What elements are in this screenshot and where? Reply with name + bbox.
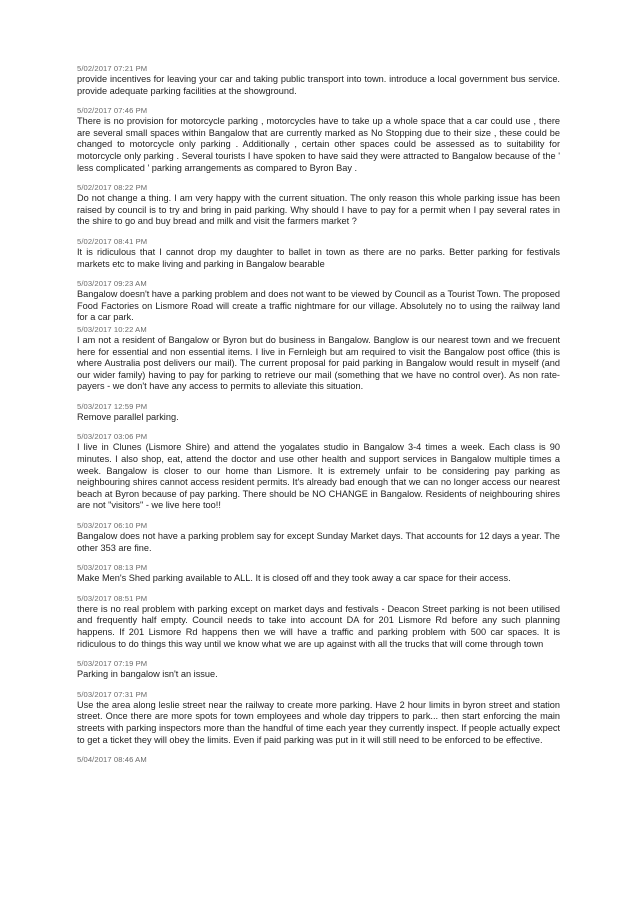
feedback-entry: [77, 64, 560, 97]
entry-timestamp: 5/03/2017 06:10 PM: [77, 521, 148, 531]
entry-text: provide incentives for leaving your car and taking public transport into town. introduce a local government bus service. provide adequate parking facilities at the showground.: [77, 74, 560, 96]
entry-timestamp: 5/03/2017 07:31 PM: [77, 689, 148, 699]
feedback-entry: [77, 521, 560, 554]
entry-timestamp: 5/04/2017 08:46 AM: [77, 755, 147, 765]
feedback-entry: [77, 690, 560, 746]
feedback-entry: [77, 402, 560, 424]
entry-text: It is ridiculous that I cannot drop my daughter to ballet in town as there are no parks. Better parking for festivals markets etc to make living and parking in Bangalow bearable: [77, 246, 560, 269]
feedback-entry: [77, 594, 560, 650]
entry-text: Parking in bangalow isn't an issue.: [77, 669, 218, 680]
entry-text: Do not change a thing. I am very happy with the current situation. The only reason this whole parking issue has been raised by council is to try and bring in paid parking. Why should I have to pay for a permit when I pay several rates in the shire to go and buy bread and milk and visit the farmers market ?: [77, 193, 560, 227]
feedback-entry: [77, 432, 560, 512]
entry-timestamp: 5/03/2017 09:23 AM: [77, 279, 147, 289]
feedback-entry: [77, 279, 560, 324]
entry-timestamp: 5/03/2017 07:19 PM: [77, 659, 148, 669]
entry-text: Use the area along leslie street near the railway to create more parking. Have 2 hour limits in byron street and station street. Once there are more spots for town employees and whole day trippers to park... then start enforcing the main streets with parking inspectors more than the handful of time each year they currently inspect. If people actually expect to get a ticket they will obey the limits. Even if paid parking was put in it will still need to be enforced to be effective.: [77, 699, 560, 745]
entry-timestamp: 5/02/2017 07:21 PM: [77, 64, 148, 73]
feedback-entry: [77, 563, 560, 585]
entry-text: Bangalow does not have a parking problem say for except Sunday Market days. That accounts for 12 days a year. The other 353 are fine.: [77, 531, 560, 553]
entry-text: There is no provision for motorcycle parking , motorcycles have to take up a whole space that a car could use , there are several small spaces within Bangalow that are currently marked as No Stopping due to their size , these could be changed to motorcycle only parking . Additionally , certain other spaces could be assessed as to suitability for motorcycle only parking . Several tourists I have spoken to have said they were attracted to Bangalow because of the ' less complicated ' parking arrangements as compared to Byron Bay .: [77, 116, 560, 173]
entry-text: Bangalow doesn't have a parking problem and does not want to be viewed by Council as a Tourist Town. The proposed Food Factories on Lismore Road will create a traffic nightmare for our village. Absolutely no to using the railway land for a car park.: [77, 289, 560, 323]
entry-timestamp: 5/02/2017 07:46 PM: [77, 106, 148, 116]
entry-text: there is no real problem with parking except on market days and festivals - Deacon Street parking is not been utilised and frequently half empty. Council needs to take into account DA for 201 Lismore Rd before any such planning happens. If 201 Lismore Rd happens then we will have a traffic and parking problem with 500 car spaces. It is ridiculous to do things this way until we know what we are up against with all the trucks that will come through town: [77, 603, 560, 649]
entry-timestamp: 5/03/2017 03:06 PM: [77, 432, 148, 442]
feedback-entry: [77, 183, 560, 228]
entry-timestamp: 5/02/2017 08:41 PM: [77, 236, 148, 246]
entry-text: I am not a resident of Bangalow or Byron but do business in Bangalow. Banglow is our nearest town and we frecuent here for essential and non essential items. I live in Fernleigh but am required to visit the Bangalow post office (this is where Australia post delivers our mail). The current proposal for paid parking in Bangalow would result in myself (and our wider family) having to pay for parking to retrieve our mail (something that we have no control over). As non rate-payers - we don't have any access to permits to alleviate this situation.: [77, 334, 560, 392]
entry-timestamp: 5/02/2017 08:22 PM: [77, 183, 148, 193]
feedback-list: [77, 64, 560, 765]
feedback-entry: [77, 237, 560, 270]
feedback-entry: [77, 325, 560, 393]
entry-text: I live in Clunes (Lismore Shire) and attend the yogalates studio in Bangalow 3-4 times a week. Each class is 90 minutes. I also shop, eat, attend the doctor and use other health and support services in Bangalow multiple times a week. Bangalow is closer to our home than Lismore. It is extremely unfair to be considering pay parking as neighbouring shires cannot access resident permits. It's already bad enough that we can no longer access our nearest beach at Byron because of pay parking. There should be NO CHANGE in Bangalow. Residents of neighbouring shires are not "visitors" - we live here too!!: [77, 442, 560, 511]
entry-timestamp: 5/03/2017 08:51 PM: [77, 593, 148, 603]
entry-text: Remove parallel parking.: [77, 411, 179, 422]
entry-timestamp: 5/03/2017 10:22 AM: [77, 324, 147, 334]
feedback-entry: [77, 659, 560, 681]
feedback-entry: [77, 755, 560, 765]
entry-text: Make Men's Shed parking available to ALL. It is closed off and they took away a car space for their access.: [77, 573, 511, 584]
entry-timestamp: 5/03/2017 08:13 PM: [77, 563, 148, 573]
feedback-entry: [77, 106, 560, 174]
entry-timestamp: 5/03/2017 12:59 PM: [77, 401, 148, 411]
